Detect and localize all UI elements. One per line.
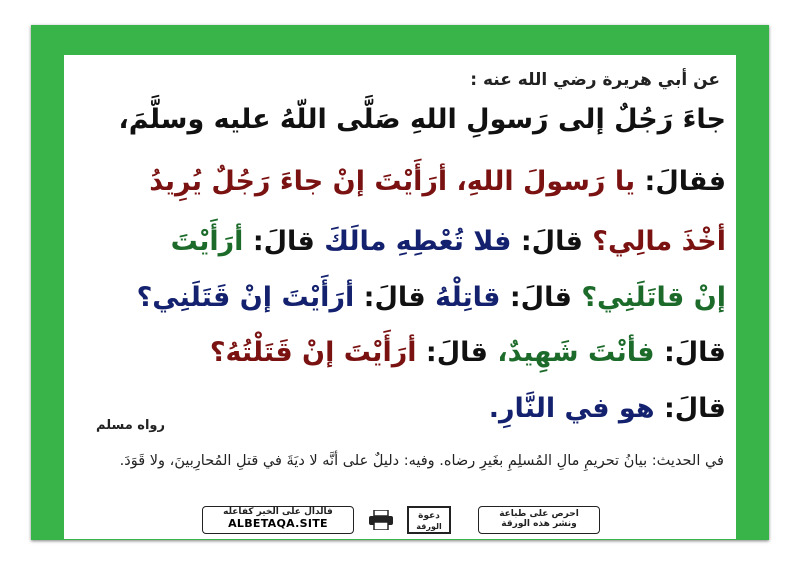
site-url[interactable]: ALBETAQA.SITE	[228, 517, 328, 530]
hadith-segment: قالَ:	[500, 282, 572, 313]
source-label: رواه مسلم	[96, 418, 165, 433]
hadith-segment: إنْ قاتَلَنِي؟	[571, 282, 726, 313]
hadith-line	[78, 281, 726, 315]
hadith-segment: هو في النَّارِ.	[488, 393, 655, 424]
hadith-segment: قالَ:	[416, 337, 488, 368]
site-box	[202, 506, 354, 534]
hadith-segment: قالَ:	[654, 337, 726, 368]
hadith-segment: فلا تُعْطِهِ مالَكَ	[314, 226, 512, 257]
hadith-line	[78, 103, 726, 137]
print-appeal-line2: ونشر هذه الورقة	[501, 519, 577, 529]
footer-bar	[202, 506, 600, 536]
narrator-intro: عن أبي هريرة رضي الله عنه :	[470, 70, 720, 90]
hadith-line	[78, 336, 726, 370]
logo-text: دعوة	[418, 511, 440, 521]
hadith-segment: أرَأَيْتَ	[170, 226, 244, 257]
hadith-segment: يا رَسولَ اللهِ، أرَأَيْتَ إنْ جاءَ رَجُلٌ يُرِيدُ	[149, 166, 636, 197]
hadith-segment: جاءَ رَجُلٌ إلى رَسولِ اللهِ صَلَّى اللّهُ عليه وسلَّمَ،	[118, 104, 726, 135]
commentary-note: في الحديث: بيانُ تحريمِ مالِ المُسلِمِ بغَيرِ رضاه. وفيه: دليلٌ على أنَّه لا ديَةَ في قتلِ المُحارِبينَ، ولا قَوَدَ.	[119, 453, 724, 469]
hadith-segment: قالَ:	[654, 393, 726, 424]
hadith-segment: أرَأَيْتَ إنْ قَتَلَنِي؟	[136, 282, 355, 313]
hadith-segment: قالَ:	[511, 226, 583, 257]
dawa-logo	[407, 506, 451, 534]
print-appeal-box	[478, 506, 600, 534]
printer-icon	[368, 510, 394, 530]
hadith-segment: فأنْتَ شَهِيدٌ،	[487, 337, 655, 368]
logo-subtext: الورقة	[416, 522, 442, 531]
slogan-text: فالدال على الخير كفاعله	[223, 507, 333, 517]
hadith-line	[78, 392, 726, 426]
hadith-segment: قالَ:	[354, 282, 426, 313]
hadith-segment: أخْذَ مالِي؟	[582, 226, 726, 257]
print-appeal-line1: احرص على طباعة	[499, 509, 579, 519]
hadith-segment: قاتِلْهُ	[425, 282, 501, 313]
hadith-segment: قالَ:	[243, 226, 315, 257]
hadith-segment: أرَأَيْتَ إنْ قَتَلْتُهُ؟	[209, 337, 417, 368]
hadith-segment: فقالَ:	[635, 166, 726, 197]
hadith-line	[78, 165, 726, 199]
hadith-line	[78, 225, 726, 259]
